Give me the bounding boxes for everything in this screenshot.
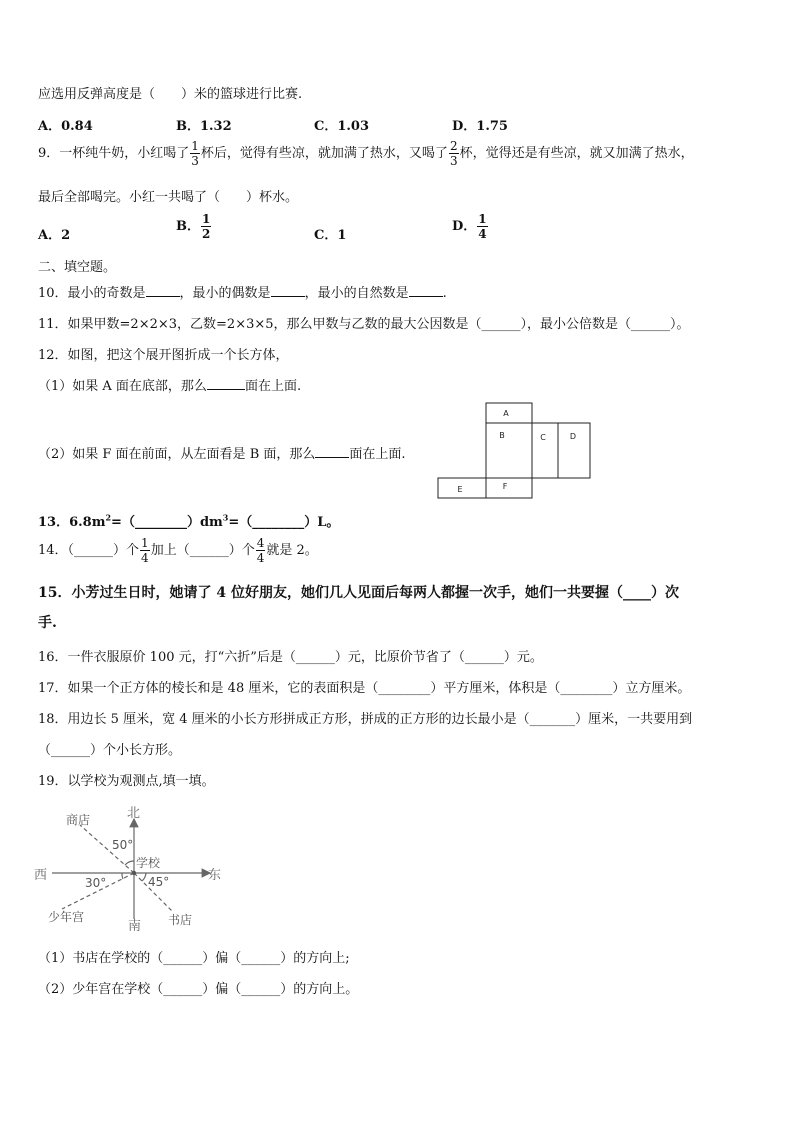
net-label-d: D [569,432,577,441]
q13-exponent-cube: 3 [222,512,229,523]
map-arc-50 [125,861,134,865]
map-label-south: 南 [128,919,142,932]
q14-fraction-one-quarter [140,537,150,564]
q8-option-a[interactable]: A．0.84 [38,119,93,134]
map-arc-30 [122,873,123,879]
q8-option-d[interactable]: D．1.75 [452,119,508,134]
map-angle-30: 30° [85,876,107,890]
q18-question-line1: 18．用边长 5 厘米，宽 4 厘米的小长方形拼成正方形，拼成的正方形的边长最小是（_______）厘米，一共要用到 [38,712,693,727]
q14-question [38,537,318,564]
fraction-numerator: 4 [256,536,265,550]
fraction-denominator: 4 [478,227,487,241]
section-heading-fill-in: 二、填空题。 [38,260,117,275]
q13-exponent-square: 2 [105,512,112,523]
q15-question-line1: 15．小芳过生日时，她请了 4 位好朋友，她们几人见面后每两人都握一次手，她们一共要握（____）次 [38,585,679,601]
map-label-west: 西 [34,868,48,883]
q9-fraction-one-third [190,140,200,167]
net-face-c [532,423,558,478]
q9-option-b-label: B． [176,219,200,234]
net-face-b [486,423,532,478]
fraction-denominator: 2 [202,227,211,241]
q9-prefix: 9．一杯纯牛奶，小红喝了 [38,146,190,161]
fraction-numerator: 1 [202,212,211,226]
q19-part2: （2）少年宫在学校（______）偏（______）的方向上。 [38,982,359,997]
q14-part-c: 就是 2。 [266,543,318,558]
net-face-a [486,403,532,423]
net-label-c: C [540,433,546,442]
q12-intro: 12．如图，把这个展开图折成一个长方体， [38,348,289,363]
q9-option-d-fraction [477,213,487,240]
q9-option-b-fraction [201,213,211,240]
fraction-denominator: 3 [449,154,458,168]
q10-blank-odd[interactable] [146,296,180,297]
q12-part1 [38,375,301,394]
q15-question-line2: 手. [38,615,57,631]
q9-option-a[interactable]: A．2 [38,228,71,243]
q10-blank-natural[interactable] [409,296,443,297]
q10-part-d: . [442,286,447,301]
map-angle-45: 45° [148,875,170,889]
q13-question [38,511,339,530]
q12-part2-text-a: （2）如果 F 面在前面，从左面看是 B 面，那么 [38,447,316,462]
q9-option-d-label: D． [452,219,477,234]
q11-question: 11．如果甲数=2×2×3，乙数=2×3×5，那么甲数与乙数的最大公因数是（______），最小公倍数是（______）。 [38,317,690,332]
map-label-shop: 商店 [66,813,91,827]
q12-part1-blank[interactable] [207,389,245,390]
net-label-b: B [499,431,505,440]
q13-part-b: =（________）dm [111,515,223,530]
fraction-numerator: 2 [449,139,458,153]
q10-part-c: ，最小的自然数是 [304,286,409,301]
map-label-school: 学校 [136,856,161,870]
map-arc-45 [142,873,146,881]
q16-question: 16．一件衣服原价 100 元，打“六折”后是（______）元，比原价节省了（______）元。 [38,650,543,665]
q13-part-c: =（________）L。 [228,515,340,530]
q19-part1: （1）书店在学校的（______）偏（______）的方向上; [38,951,350,966]
fraction-numerator: 1 [141,536,149,550]
q9-option-b[interactable] [176,213,212,240]
fraction-denominator: 4 [141,551,149,565]
q9-question [38,140,694,167]
q12-part2 [38,443,406,462]
net-label-e: E [457,485,463,494]
q9-option-d[interactable] [452,213,489,240]
map-label-bookstore: 书店 [168,913,193,927]
q10-question [38,282,447,301]
q12-part2-blank[interactable] [315,457,349,458]
q12-part1-text-b: 面在上面. [244,379,302,394]
net-label-a: A [503,409,509,418]
q19-intro: 19．以学校为观测点,填一填。 [38,774,215,789]
q9-fraction-two-thirds [449,140,459,167]
map-label-north: 北 [127,806,141,821]
q10-part-a: 10．最小的奇数是 [38,286,146,301]
q9-middle: 杯后，觉得有些凉，就加满了热水，又喝了 [200,146,448,161]
net-face-f [486,478,532,498]
q10-blank-even[interactable] [271,296,305,297]
q14-part-b: 加上（______）个 [150,543,255,558]
fraction-numerator: 1 [191,139,199,153]
q12-part1-text-a: （1）如果 A 面在底部，那么 [38,379,207,394]
q13-part-a: 13．6.8m [38,515,106,530]
fraction-numerator: 1 [478,212,487,226]
q8-option-c[interactable]: C．1.03 [314,119,370,134]
q9-question-line2: 最后全部喝完。小红一共喝了（ ）杯水。 [38,190,299,205]
fraction-denominator: 3 [191,154,199,168]
q8-option-b[interactable]: B．1.32 [176,119,232,134]
cuboid-net-diagram [430,398,600,504]
direction-map [32,797,242,932]
q9-suffix: 杯，觉得还是有些凉，就又加满了热水， [459,146,694,161]
q12-part2-text-b: 面在上面. [349,447,406,462]
q17-question: 17．如果一个正方体的棱长和是 48 厘米，它的表面积是（________）平方厘米，体积是（________）立方厘米。 [38,681,691,696]
map-school-point [132,871,136,875]
fraction-denominator: 4 [256,551,265,565]
q10-part-b: ，最小的偶数是 [179,286,271,301]
q14-fraction-four-quarters [256,537,266,564]
q8-question-tail: 应选用反弹高度是（ ）米的篮球进行比赛. [38,87,303,102]
net-label-f: F [502,482,508,491]
map-label-east: 东 [208,868,222,883]
q18-question-line2: （______）个小长方形。 [38,743,182,758]
q14-part-a: 14．（______）个 [38,543,140,558]
map-label-youth-palace: 少年宫 [48,910,85,924]
map-angle-50: 50° [112,838,134,852]
q9-option-c[interactable]: C．1 [314,228,347,243]
